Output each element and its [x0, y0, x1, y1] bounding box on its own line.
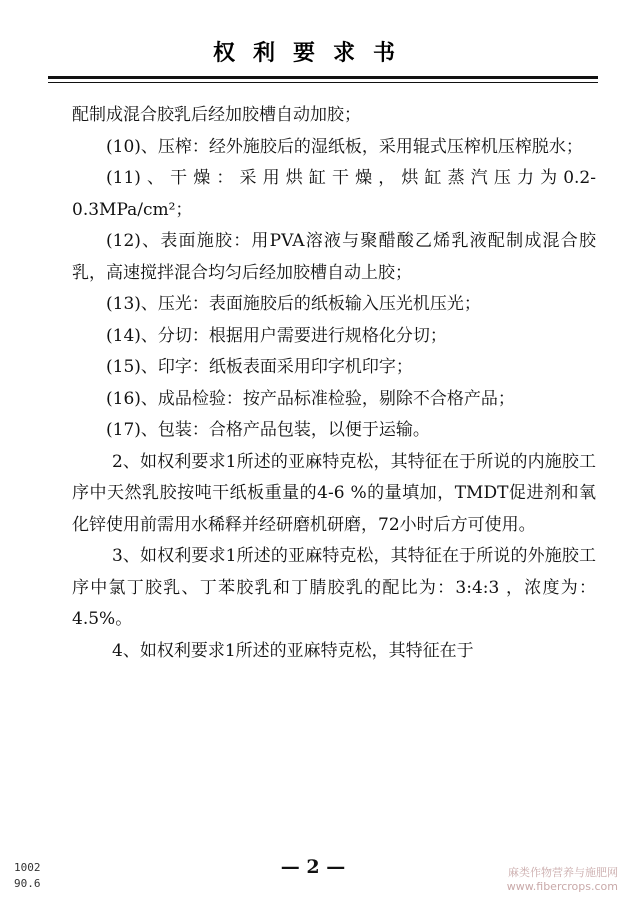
paragraph	[72, 447, 596, 542]
paragraph	[72, 289, 596, 321]
document-code-line1: 1002	[14, 861, 41, 874]
paragraph	[72, 352, 596, 384]
paragraph	[72, 226, 596, 289]
document-body	[72, 100, 596, 667]
paragraph	[72, 132, 596, 164]
paragraph	[72, 636, 596, 668]
paragraph-text: 4、如权利要求1所述的亚麻特克松，其特征在于	[112, 640, 474, 661]
paragraph-text: (17)、包装：合格产品包装，以便于运输。	[106, 420, 430, 440]
document-code-line2: 90.6	[14, 877, 41, 890]
paragraph-text: (11)、干燥：采用烘缸干燥，烘缸蒸汽压力为0.2-0.3MPa/cm²；	[72, 168, 596, 220]
paragraph-text: 配制成混合胶乳后经加胶槽自动加胶；	[72, 105, 361, 125]
paragraph-text: (13)、压光：表面施胶后的纸板输入压光机压光；	[106, 294, 481, 314]
paragraph	[72, 321, 596, 353]
paragraph	[72, 384, 596, 416]
paragraph	[72, 163, 596, 226]
watermark-line1: 麻类作物营养与施肥网	[508, 866, 618, 879]
paragraph-text: (15)、印字：纸板表面采用印字机印字；	[106, 357, 413, 377]
page-number: — 2 —	[280, 856, 346, 878]
paragraph-text: 2、如权利要求1所述的亚麻特克松，其特征在于所说的内施胶工序中天然乳胶按吨干纸板重量的4-6 %的量填加，TMDT促进剂和氧化锌使用前需用水稀释并经研磨机研磨，72小时后方可使用。	[72, 451, 596, 535]
paragraph	[72, 415, 596, 447]
paragraph-text: (14)、分切：根据用户需要进行规格化分切；	[106, 325, 447, 346]
paragraph-text: (16)、成品检验：按产品标准检验，剔除不合格产品；	[106, 388, 515, 409]
header-rule-thick	[48, 76, 598, 79]
paragraph-text: (10)、压榨：经外施胶后的湿纸板，采用辊式压榨机压榨脱水；	[106, 136, 583, 157]
watermark-line2: www.fibercrops.com	[506, 880, 618, 893]
document-code	[14, 860, 41, 892]
paragraph	[72, 541, 596, 636]
page-title: 权利要求书	[212, 40, 413, 66]
paragraph	[72, 100, 596, 132]
header-rule-thin	[48, 82, 598, 83]
watermark	[507, 866, 618, 894]
paragraph-text: 3、如权利要求1所述的亚麻特克松，其特征在于所说的外施胶工序中氯丁胶乳、丁苯胶乳和丁腈胶乳的配比为：3:4:3 ，浓度为：4.5%。	[72, 546, 596, 629]
paragraph-text: (12)、表面施胶：用PVA溶液与聚醋酸乙烯乳液配制成混合胶乳，高速搅拌混合均匀后经加胶槽自动上胶；	[72, 231, 596, 283]
